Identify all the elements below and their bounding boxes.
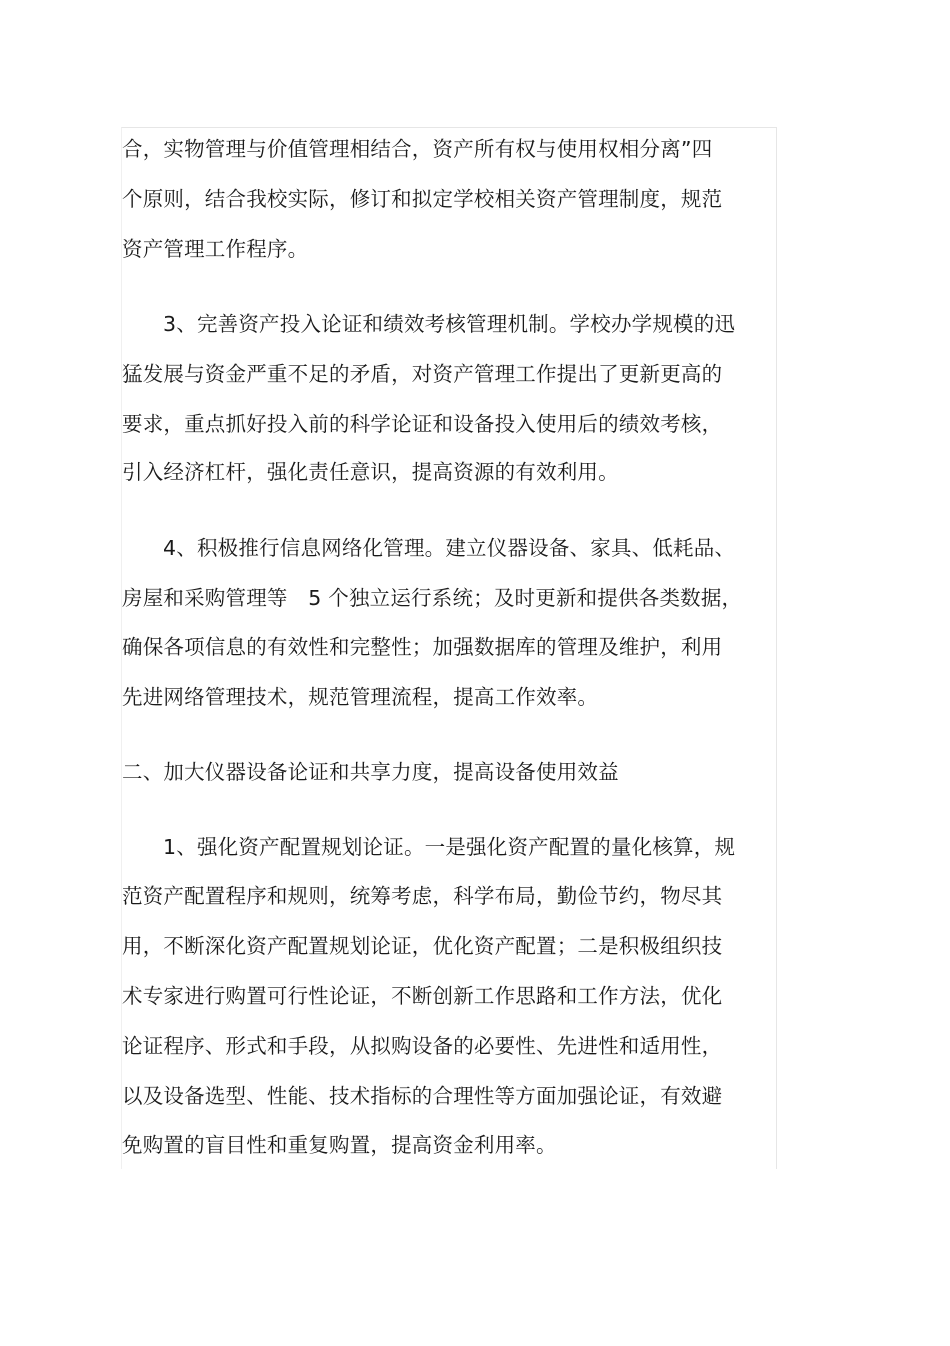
text-line: 1、强化资产配置规划论证。一是强化资产配置的量化核算，规 — [163, 835, 736, 859]
text-line: 论证程序、形式和手段，从拟购设备的必要性、先进性和适用性， — [122, 1034, 723, 1058]
text-line: 资产管理工作程序。 — [122, 237, 309, 261]
text-line: 以及设备选型、性能、技术指标的合理性等方面加强论证，有效避 — [122, 1084, 723, 1108]
text-line: 用，不断深化资产配置规划论证，优化资产配置；二是积极组织技 — [122, 934, 723, 958]
text-line: 合，实物管理与价值管理相结合，资产所有权与使用权相分离”四 — [122, 137, 713, 161]
text-line: 要求，重点抓好投入前的科学论证和设备投入使用后的绩效考核， — [122, 412, 723, 436]
text-line: 先进网络管理技术，规范管理流程，提高工作效率。 — [122, 685, 599, 709]
text-line: 免购置的盲目性和重复购置，提高资金利用率。 — [122, 1133, 557, 1157]
text-line: 4、积极推行信息网络化管理。建立仪器设备、家具、低耗品、 — [163, 536, 736, 560]
text-line: 范资产配置程序和规则，统筹考虑，科学布局，勤俭节约，物尽其 — [122, 884, 723, 908]
section-heading: 二、加大仪器设备论证和共享力度，提高设备使用效益 — [122, 760, 619, 784]
text-line: 猛发展与资金严重不足的矛盾，对资产管理工作提出了更新更高的 — [122, 362, 723, 386]
text-line: 术专家进行购置可行性论证，不断创新工作思路和工作方法，优化 — [122, 984, 723, 1008]
text-line: 房屋和采购管理等 5 个独立运行系统；及时更新和提供各类数据， — [122, 586, 743, 610]
text-line: 确保各项信息的有效性和完整性；加强数据库的管理及维护，利用 — [122, 635, 723, 659]
text-line: 3、完善资产投入论证和绩效考核管理机制。学校办学规模的迅 — [163, 312, 736, 336]
text-line: 个原则，结合我校实际，修订和拟定学校相关资产管理制度，规范 — [122, 187, 723, 211]
text-line: 引入经济杠杆，强化责任意识，提高资源的有效利用。 — [122, 460, 619, 484]
